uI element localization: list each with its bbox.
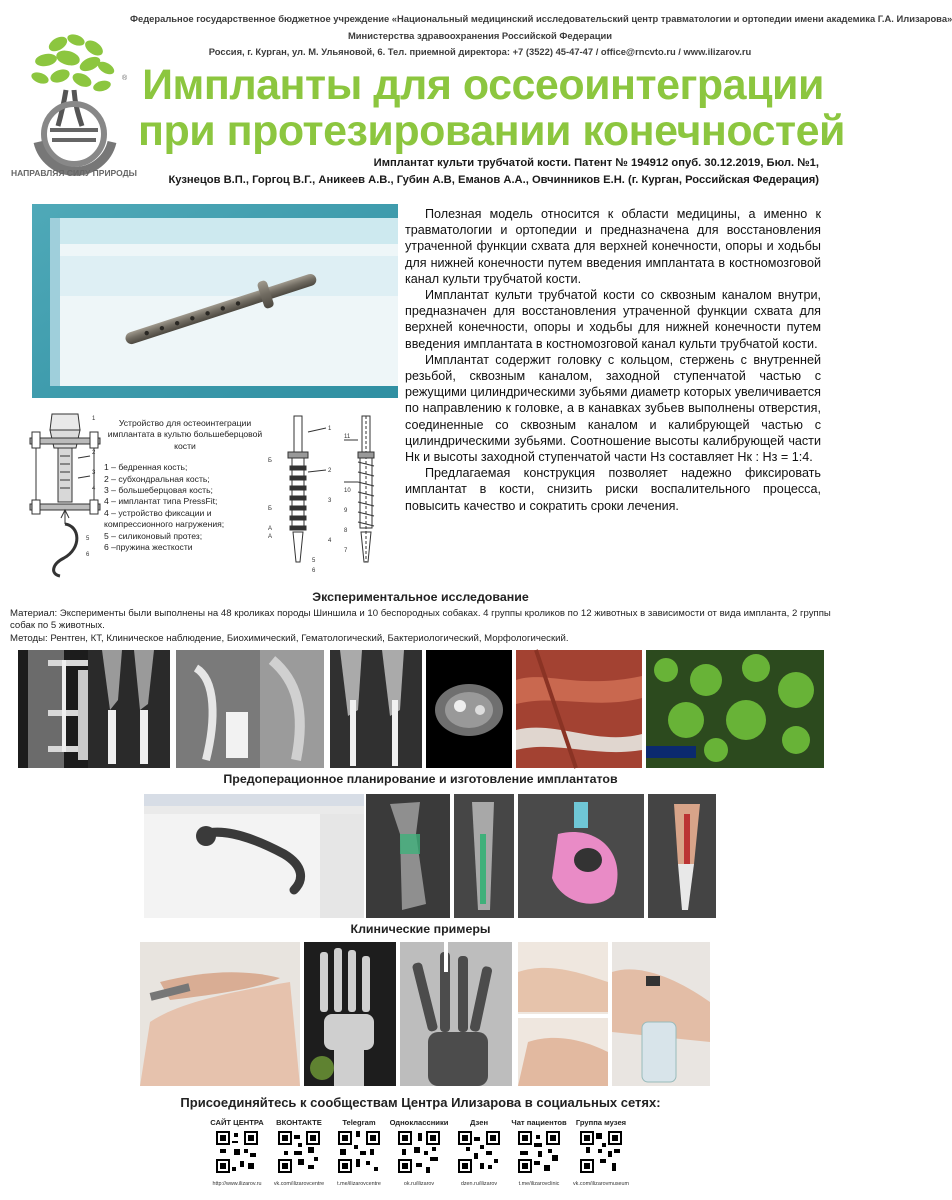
- 3d-pelvis-model-image: [518, 794, 644, 918]
- drawing-label-10: 10: [344, 488, 351, 494]
- drawing-label-1: 1: [328, 426, 332, 432]
- authors-line: Кузнецов В.П., Горгоц В.Г., Аникеев А.В., Губин А.В, Еманов А.А., Овчинников Е.Н. (г. Курган, Российская Федерация): [168, 174, 819, 186]
- header-ministry: Министерства здравоохранения Российской Федерации: [347, 30, 612, 41]
- qr-block-museum[interactable]: [570, 1117, 632, 1188]
- drawing-label-7: 7: [344, 548, 348, 554]
- device-caption: [104, 418, 266, 553]
- qr-url[interactable]: http://www.ilizarov.ru: [212, 1181, 262, 1187]
- section-letter-b: Б: [268, 458, 272, 464]
- drawing-label-11: 11: [344, 434, 351, 440]
- header-institution: Федеральное государственное бюджетное учреждение «Национальный медицинский исследовательский центр травматологии и ортопедии имени академика Г.А. Илизарова»: [130, 13, 952, 24]
- qr-code-icon[interactable]: [458, 1131, 500, 1173]
- qr-url[interactable]: t.me/ilizarovcentre: [337, 1181, 381, 1187]
- logo-motto: НАПРАВЛЯЯ СИЛУ ПРИРОДЫ: [11, 168, 137, 178]
- qr-label: Группа музея: [575, 1118, 627, 1127]
- description-paragraph-4: Предлагаемая конструкция позволяет надежно фиксировать имплантат в кости, снизить риски воспалительного процесса, повысить качество и сократить сроки лечения.: [405, 466, 821, 513]
- drawing-label-3: 3: [328, 498, 332, 504]
- drawing-label-5: 5: [312, 558, 316, 564]
- drawing-label-6: 6: [312, 568, 316, 574]
- clinical-section-title: Клинические примеры: [350, 922, 491, 936]
- qr-code-icon[interactable]: [398, 1131, 440, 1173]
- section-letter-a: А: [268, 526, 273, 532]
- device-label-2: 2: [92, 450, 96, 456]
- qr-url[interactable]: t.me/ilizarovclinic: [518, 1181, 560, 1187]
- qr-url[interactable]: vk.com/ilizarovmuseum: [572, 1181, 629, 1187]
- qr-url[interactable]: ok.ru/ilizarov: [403, 1181, 435, 1187]
- ilizarov-center-logo: [11, 30, 137, 180]
- implant-model-render: [648, 794, 716, 918]
- histology-image: [516, 650, 642, 768]
- clinical-hand-xray-2: [400, 942, 512, 1086]
- implant-technical-drawing: [268, 412, 390, 580]
- description-paragraph-3: Имплантат содержит головку с кольцом, стержень с внутренней резьбой, сквозным каналом, заходной ступенчатой частью с режущими цилиндрическими зубьями диаметр которых увеличивается по направлению к головке, а в канавках зубьев выполнены отверстия, соединенные со сквозным каналом и калибрующей частью с цилиндрическими зубьями. Соотношение высоты калибрующей части Нк и высоты заходной ступенчатой части Нз составляет Нк : Нз = 1:4.: [405, 352, 821, 465]
- description-text: [405, 206, 821, 514]
- description-paragraph-1: Полезная модель относится к области медицины, а именно к травматологии и ортопедии и предназначена для восстановления утраченной функции схвата для верхней конечности, опоры и ходьбы для нижней конечности путем введения имплантата в костномозговой канал культи трубчатой кости.: [405, 207, 821, 286]
- qr-code-icon[interactable]: [580, 1131, 622, 1173]
- implant-package-photo: [32, 204, 398, 398]
- qr-block-site[interactable]: [206, 1117, 268, 1188]
- device-caption-item: 6 –пружина жесткости: [104, 542, 193, 553]
- device-label-1: 1: [92, 416, 96, 422]
- qr-block-patient-chat[interactable]: [508, 1117, 570, 1188]
- device-caption-item: 2 – субхондральная кость;: [104, 473, 210, 484]
- planning-section-title: Предоперационное планирование и изготовление имплантатов: [223, 772, 618, 786]
- qr-label: САЙТ ЦЕНТРА: [210, 1118, 264, 1127]
- qr-label: Одноклассники: [389, 1118, 449, 1127]
- qr-code-icon[interactable]: [278, 1131, 320, 1173]
- section-letter-b: Б: [268, 506, 272, 512]
- clinical-hand-implant-photo: [140, 942, 300, 1086]
- cad-software-screenshot: [144, 794, 364, 918]
- experimental-methods: Методы: Рентген, КТ, Клиническое наблюдение, Биохимический, Гематологический, Бактериологический, Морфологический.: [10, 633, 569, 644]
- device-caption-item: 5 – силиконовый протез;: [104, 530, 203, 541]
- header-address: Россия, г. Курган, ул. М. Ульяновой, 6. Тел. приемной директора: +7 (3522) 45-47-47 / office@rncvto.ru / www.ilizarov.ru: [208, 46, 752, 57]
- qr-url[interactable]: dzen.ru/ilizarov: [460, 1181, 498, 1187]
- qr-label: Чат пациентов: [511, 1118, 567, 1127]
- clinical-hand-xray-1: [304, 942, 396, 1086]
- qr-block-telegram[interactable]: [328, 1117, 390, 1188]
- device-caption-item: 1 – бедренная кость;: [104, 462, 188, 473]
- 3d-bone-model-image-1: [366, 794, 450, 918]
- qr-label: Дзен: [469, 1118, 489, 1127]
- device-label-3: 3: [92, 470, 96, 476]
- drawing-label-4: 4: [328, 538, 332, 544]
- drawing-label-2: 2: [328, 468, 332, 474]
- experimental-material: Материал: Эксперименты были выполнены на 48 кроликах породы Шиншила и 10 беспородных собаках. 4 группы кроликов по 12 животных в зависимости от вида импланта, 2 группы собак по 5 животных.: [10, 608, 831, 632]
- patent-line: Имплантат культи трубчатой кости. Патент № 194912 опуб. 30.12.2019, Бюл. №1,: [373, 157, 819, 169]
- poster-title-line1: Импланты для оссеоинтеграции: [142, 61, 824, 109]
- ct-scan-image: [426, 650, 512, 768]
- experimental-section-title: Экспериментальное исследование: [312, 590, 529, 604]
- poster-title-line2: при протезировании конечностей: [138, 107, 845, 155]
- device-caption-item: 4 – имплантат типа PressFit;: [104, 496, 218, 507]
- qr-code-icon[interactable]: [518, 1131, 560, 1173]
- device-label-5: 5: [86, 536, 90, 542]
- device-caption-title: Устройство для остеоинтеграции имплантата в культю большеберцовой кости: [107, 418, 263, 451]
- clinical-hand-photo-1: [518, 942, 608, 1086]
- qr-label: ВКОНТАКТЕ: [276, 1118, 322, 1127]
- device-caption-item: 3 – большеберцовая кость;: [104, 485, 213, 496]
- microscopy-image: [646, 650, 824, 768]
- qr-code-icon[interactable]: [216, 1131, 258, 1173]
- qr-code-icon[interactable]: [338, 1131, 380, 1173]
- xray-implant-bone-image-2: [330, 650, 422, 768]
- qr-label: Telegram: [342, 1118, 376, 1127]
- qr-url[interactable]: vk.com/ilizarovcentre: [273, 1181, 325, 1187]
- clinical-bottle-grip-photo: [612, 942, 710, 1086]
- social-invitation-title: Присоединяйтесь к сообществам Центра Илизарова в социальных сетях:: [180, 1095, 661, 1110]
- section-letter-a: А: [268, 534, 273, 540]
- logo-registered-mark: ®: [122, 75, 128, 82]
- description-paragraph-2: Имплантат культи трубчатой кости со сквозным каналом внутри, предназначен для восстановления утраченной функции схвата для верхней конечности, опоры и ходьбы для нижней конечности путем введения имплантата в костномозговой канал культи трубчатой кости.: [405, 288, 821, 351]
- qr-block-odnoklassniki[interactable]: [388, 1117, 450, 1188]
- 3d-bone-model-image-2: [454, 794, 514, 918]
- drawing-label-8: 8: [344, 528, 348, 534]
- xray-rabbit-limb-image: [176, 650, 324, 768]
- qr-block-dzen[interactable]: [448, 1117, 510, 1188]
- device-label-6: 6: [86, 552, 90, 558]
- fixation-device-drawing: [20, 408, 112, 580]
- device-label-4: 4: [92, 486, 96, 492]
- xray-implant-bone-image-1: [88, 650, 170, 768]
- device-caption-item: 4 – устройство фиксации и компрессионного нагружения;: [104, 507, 225, 530]
- drawing-label-9: 9: [344, 508, 348, 514]
- qr-block-vk[interactable]: [268, 1117, 330, 1188]
